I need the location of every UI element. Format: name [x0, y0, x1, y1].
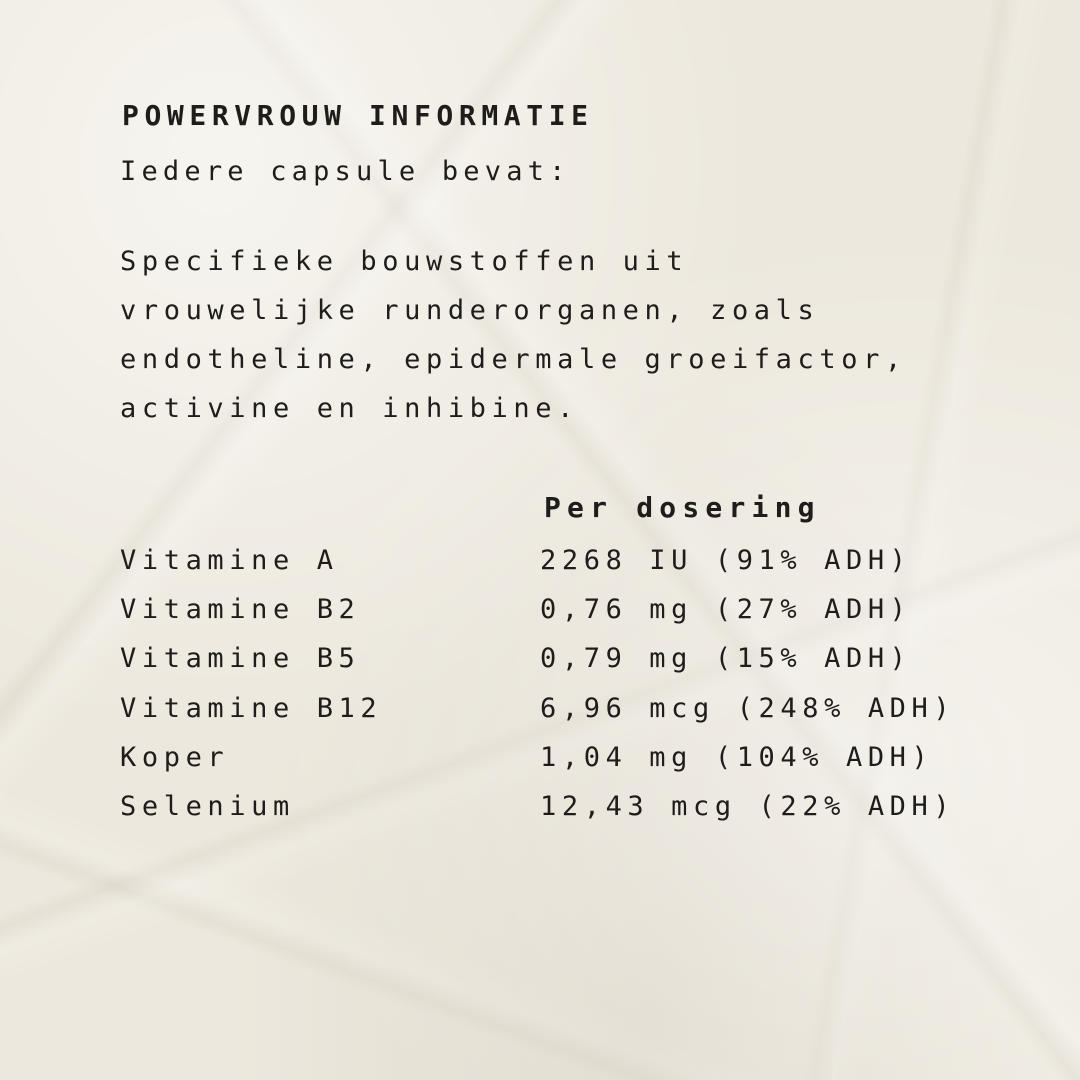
nutrient-name: Vitamine B5	[120, 643, 361, 675]
description-line: vrouwelijke runderorganen, zoals	[120, 295, 820, 326]
table-row	[120, 738, 1020, 787]
description-line: endotheline, epidermale groeifactor,	[120, 344, 907, 375]
table-row	[120, 541, 1020, 590]
description-line: activine en inhibine.	[120, 393, 579, 424]
nutrient-name: Selenium	[120, 790, 295, 822]
nutrient-value: 1,04 mg (104% ADH)	[540, 741, 934, 773]
subtitle: Iedere capsule bevat:	[120, 156, 571, 187]
description-paragraph	[120, 237, 1020, 433]
nutrient-value: 6,96 mcg (248% ADH)	[540, 692, 956, 724]
nutrient-value: 2268 IU (91% ADH)	[540, 545, 912, 576]
nutrient-table	[120, 541, 1020, 836]
nutrient-name: Vitamine B12	[120, 692, 383, 724]
column-header-per-dosering: Per dosering	[544, 491, 821, 524]
table-row	[120, 639, 1020, 688]
nutrient-name: Koper	[120, 741, 230, 773]
nutrient-value: 12,43 mcg (22% ADH)	[540, 790, 956, 822]
nutrient-value: 0,79 mg (15% ADH)	[540, 643, 912, 675]
page-title: POWERVROUW INFORMATIE	[122, 99, 594, 132]
nutrient-value: 0,76 mg (27% ADH)	[540, 594, 912, 626]
nutrient-name: Vitamine B2	[120, 594, 361, 626]
nutrient-name: Vitamine A	[120, 545, 339, 576]
table-row	[120, 689, 1020, 738]
table-row	[120, 590, 1020, 639]
table-row	[120, 787, 1020, 836]
description-line: Specifieke bouwstoffen uit	[120, 246, 689, 277]
